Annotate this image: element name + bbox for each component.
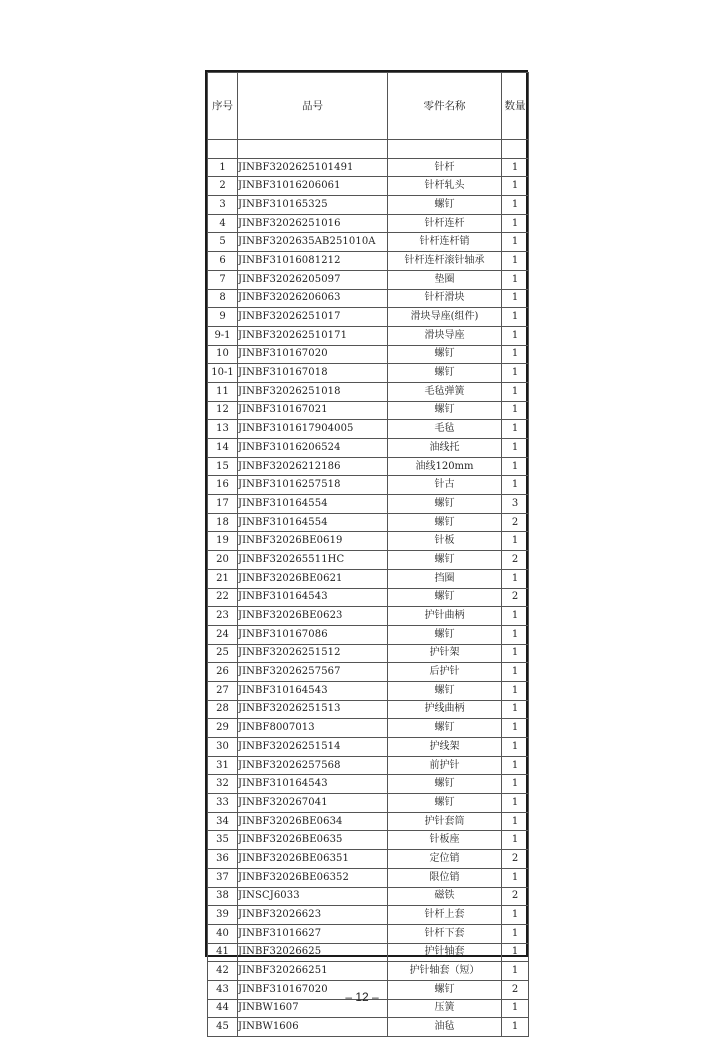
row-quantity-cell: 2 bbox=[502, 850, 529, 869]
table-row bbox=[208, 345, 529, 364]
row-part-name-cell: 滑块导座(组件) bbox=[388, 308, 502, 327]
row-part-name-cell: 护线架 bbox=[388, 738, 502, 757]
table-row bbox=[208, 906, 529, 925]
table-row bbox=[208, 625, 529, 644]
row-index-cell: 26 bbox=[208, 663, 238, 682]
table-row bbox=[208, 756, 529, 775]
row-part-name-cell: 定位销 bbox=[388, 850, 502, 869]
table-row bbox=[208, 401, 529, 420]
row-index-cell: 23 bbox=[208, 607, 238, 626]
row-part-name-cell: 滑块导座 bbox=[388, 326, 502, 345]
row-quantity-cell: 1 bbox=[502, 962, 529, 981]
row-part-name-cell: 针古 bbox=[388, 476, 502, 495]
row-part-name-cell: 螺钉 bbox=[388, 775, 502, 794]
row-index-cell: 38 bbox=[208, 887, 238, 906]
row-part-name-cell: 螺钉 bbox=[388, 588, 502, 607]
table-row bbox=[208, 831, 529, 850]
row-part-code-cell: JINBF3202635AB251010A bbox=[238, 233, 388, 252]
row-index-cell: 42 bbox=[208, 962, 238, 981]
row-part-name-cell: 油毡 bbox=[388, 1018, 502, 1037]
row-quantity-cell: 1 bbox=[502, 719, 529, 738]
table-row bbox=[208, 924, 529, 943]
row-part-name-cell: 挡圈 bbox=[388, 569, 502, 588]
table-header-row bbox=[208, 73, 529, 140]
table-row bbox=[208, 812, 529, 831]
row-part-name-cell: 螺钉 bbox=[388, 345, 502, 364]
row-index-cell: 21 bbox=[208, 569, 238, 588]
row-quantity-cell: 1 bbox=[502, 700, 529, 719]
row-quantity-cell: 1 bbox=[502, 644, 529, 663]
row-part-code-cell: JINBF3202625101491 bbox=[238, 158, 388, 177]
row-quantity-cell: 1 bbox=[502, 868, 529, 887]
table-row bbox=[208, 177, 529, 196]
row-part-name-cell: 螺钉 bbox=[388, 794, 502, 813]
row-part-name-cell: 护针轴套（短） bbox=[388, 962, 502, 981]
row-index-cell: 14 bbox=[208, 439, 238, 458]
table-row bbox=[208, 887, 529, 906]
header-index: 序号 bbox=[208, 73, 238, 140]
table-row bbox=[208, 663, 529, 682]
table-row bbox=[208, 551, 529, 570]
spacer-cell bbox=[502, 140, 529, 159]
row-part-code-cell: JINBF310164554 bbox=[238, 513, 388, 532]
row-part-name-cell: 护针轴套 bbox=[388, 943, 502, 962]
row-quantity-cell: 1 bbox=[502, 214, 529, 233]
row-part-code-cell: JINBF32026BE0635 bbox=[238, 831, 388, 850]
row-index-cell: 25 bbox=[208, 644, 238, 663]
row-part-name-cell: 前护针 bbox=[388, 756, 502, 775]
row-part-code-cell: JINBF32026257568 bbox=[238, 756, 388, 775]
row-part-code-cell: JINBF310164543 bbox=[238, 681, 388, 700]
row-quantity-cell: 1 bbox=[502, 457, 529, 476]
table-row bbox=[208, 233, 529, 252]
row-part-name-cell: 针杆上套 bbox=[388, 906, 502, 925]
row-part-name-cell: 护线曲柄 bbox=[388, 700, 502, 719]
row-part-name-cell: 针杆连杆滚针轴承 bbox=[388, 252, 502, 271]
table-row bbox=[208, 868, 529, 887]
spacer-cell bbox=[208, 140, 238, 159]
table-row bbox=[208, 196, 529, 215]
row-quantity-cell: 1 bbox=[502, 906, 529, 925]
row-index-cell: 9 bbox=[208, 308, 238, 327]
row-quantity-cell: 1 bbox=[502, 756, 529, 775]
table-row bbox=[208, 681, 529, 700]
row-part-code-cell: JINBF320267041 bbox=[238, 794, 388, 813]
row-index-cell: 19 bbox=[208, 532, 238, 551]
row-index-cell: 6 bbox=[208, 252, 238, 271]
row-part-name-cell: 螺钉 bbox=[388, 719, 502, 738]
row-part-code-cell: JINBF3101617904005 bbox=[238, 420, 388, 439]
table-row bbox=[208, 1018, 529, 1037]
row-part-name-cell: 螺钉 bbox=[388, 980, 502, 999]
row-index-cell: 39 bbox=[208, 906, 238, 925]
row-index-cell: 2 bbox=[208, 177, 238, 196]
row-index-cell: 17 bbox=[208, 495, 238, 514]
row-quantity-cell: 2 bbox=[502, 513, 529, 532]
row-part-name-cell: 护针曲柄 bbox=[388, 607, 502, 626]
table-row bbox=[208, 775, 529, 794]
table-row bbox=[208, 326, 529, 345]
row-part-name-cell: 针杆轧头 bbox=[388, 177, 502, 196]
row-index-cell: 41 bbox=[208, 943, 238, 962]
row-part-name-cell: 垫圈 bbox=[388, 270, 502, 289]
row-part-name-cell: 毛毡 bbox=[388, 420, 502, 439]
row-part-code-cell: JINBF32026251512 bbox=[238, 644, 388, 663]
row-part-name-cell: 油线120mm bbox=[388, 457, 502, 476]
row-quantity-cell: 1 bbox=[502, 177, 529, 196]
row-part-name-cell: 毛毡弹簧 bbox=[388, 382, 502, 401]
row-part-code-cell: JINBF320265511HC bbox=[238, 551, 388, 570]
row-part-code-cell: JINBF32026206063 bbox=[238, 289, 388, 308]
row-part-code-cell: JINBF31016257518 bbox=[238, 476, 388, 495]
row-index-cell: 30 bbox=[208, 738, 238, 757]
table-row bbox=[208, 495, 529, 514]
row-part-name-cell: 螺钉 bbox=[388, 196, 502, 215]
row-quantity-cell: 2 bbox=[502, 588, 529, 607]
row-index-cell: 27 bbox=[208, 681, 238, 700]
row-index-cell: 43 bbox=[208, 980, 238, 999]
row-part-code-cell: JINBF32026623 bbox=[238, 906, 388, 925]
row-quantity-cell: 1 bbox=[502, 308, 529, 327]
table-row bbox=[208, 532, 529, 551]
table-row bbox=[208, 700, 529, 719]
row-quantity-cell: 3 bbox=[502, 495, 529, 514]
row-part-name-cell: 针杆滑块 bbox=[388, 289, 502, 308]
header-part-code: 品号 bbox=[238, 73, 388, 140]
row-index-cell: 24 bbox=[208, 625, 238, 644]
row-part-name-cell: 针杆 bbox=[388, 158, 502, 177]
row-part-code-cell: JINBF32026625 bbox=[238, 943, 388, 962]
row-quantity-cell: 1 bbox=[502, 158, 529, 177]
row-index-cell: 31 bbox=[208, 756, 238, 775]
row-part-code-cell: JINBF32026205097 bbox=[238, 270, 388, 289]
row-quantity-cell: 1 bbox=[502, 607, 529, 626]
table-row bbox=[208, 270, 529, 289]
row-quantity-cell: 1 bbox=[502, 345, 529, 364]
row-part-name-cell: 螺钉 bbox=[388, 495, 502, 514]
row-part-name-cell: 螺钉 bbox=[388, 364, 502, 383]
row-part-code-cell: JINBF310165325 bbox=[238, 196, 388, 215]
row-part-name-cell: 螺钉 bbox=[388, 625, 502, 644]
table-row bbox=[208, 476, 529, 495]
row-quantity-cell: 1 bbox=[502, 532, 529, 551]
row-index-cell: 12 bbox=[208, 401, 238, 420]
row-index-cell: 44 bbox=[208, 999, 238, 1018]
row-quantity-cell: 1 bbox=[502, 439, 529, 458]
row-part-code-cell: JINBF32026BE06351 bbox=[238, 850, 388, 869]
row-index-cell: 45 bbox=[208, 1018, 238, 1037]
row-index-cell: 11 bbox=[208, 382, 238, 401]
row-part-name-cell: 护针套筒 bbox=[388, 812, 502, 831]
row-part-name-cell: 护针架 bbox=[388, 644, 502, 663]
table-row bbox=[208, 289, 529, 308]
row-part-code-cell: JINBF310167021 bbox=[238, 401, 388, 420]
row-part-code-cell: JINBF31016081212 bbox=[238, 252, 388, 271]
row-part-code-cell: JINBF310164554 bbox=[238, 495, 388, 514]
row-quantity-cell: 1 bbox=[502, 252, 529, 271]
row-quantity-cell: 1 bbox=[502, 775, 529, 794]
row-part-code-cell: JINBF32026251513 bbox=[238, 700, 388, 719]
row-index-cell: 15 bbox=[208, 457, 238, 476]
row-index-cell: 29 bbox=[208, 719, 238, 738]
parts-table bbox=[207, 72, 529, 1037]
row-quantity-cell: 1 bbox=[502, 738, 529, 757]
table-spacer-row bbox=[208, 140, 529, 159]
table-row bbox=[208, 794, 529, 813]
row-part-name-cell: 螺钉 bbox=[388, 681, 502, 700]
row-quantity-cell: 1 bbox=[502, 401, 529, 420]
spacer-cell bbox=[238, 140, 388, 159]
row-part-code-cell: JINBF32026251016 bbox=[238, 214, 388, 233]
table-row bbox=[208, 719, 529, 738]
row-part-code-cell: JINBF31016206524 bbox=[238, 439, 388, 458]
table-row bbox=[208, 158, 529, 177]
row-index-cell: 1 bbox=[208, 158, 238, 177]
table-row bbox=[208, 607, 529, 626]
row-part-code-cell: JINBF310167018 bbox=[238, 364, 388, 383]
header-quantity: 数量 bbox=[502, 73, 529, 140]
header-part-name: 零件名称 bbox=[388, 73, 502, 140]
row-part-code-cell: JINBF32026BE0634 bbox=[238, 812, 388, 831]
row-index-cell: 34 bbox=[208, 812, 238, 831]
row-quantity-cell: 1 bbox=[502, 1018, 529, 1037]
row-part-code-cell: JINBF32026251514 bbox=[238, 738, 388, 757]
row-part-name-cell: 针杆连杆 bbox=[388, 214, 502, 233]
row-part-name-cell: 磁铁 bbox=[388, 887, 502, 906]
row-index-cell: 22 bbox=[208, 588, 238, 607]
row-quantity-cell: 1 bbox=[502, 681, 529, 700]
table-row bbox=[208, 738, 529, 757]
row-part-code-cell: JINBW1607 bbox=[238, 999, 388, 1018]
row-quantity-cell: 1 bbox=[502, 569, 529, 588]
row-index-cell: 13 bbox=[208, 420, 238, 439]
spacer-cell bbox=[388, 140, 502, 159]
row-quantity-cell: 1 bbox=[502, 924, 529, 943]
row-quantity-cell: 1 bbox=[502, 270, 529, 289]
row-part-code-cell: JINBF32026212186 bbox=[238, 457, 388, 476]
row-part-name-cell: 针板座 bbox=[388, 831, 502, 850]
table-row bbox=[208, 308, 529, 327]
row-part-code-cell: JINBF32026BE0619 bbox=[238, 532, 388, 551]
row-quantity-cell: 1 bbox=[502, 663, 529, 682]
row-index-cell: 35 bbox=[208, 831, 238, 850]
table-row bbox=[208, 513, 529, 532]
row-index-cell: 37 bbox=[208, 868, 238, 887]
row-index-cell: 9-1 bbox=[208, 326, 238, 345]
table-row bbox=[208, 382, 529, 401]
table-row bbox=[208, 457, 529, 476]
row-part-code-cell: JINBF32026BE0623 bbox=[238, 607, 388, 626]
row-part-code-cell: JINBF32026257567 bbox=[238, 663, 388, 682]
table-body bbox=[208, 140, 529, 1037]
row-part-name-cell: 螺钉 bbox=[388, 401, 502, 420]
row-quantity-cell: 1 bbox=[502, 943, 529, 962]
row-index-cell: 36 bbox=[208, 850, 238, 869]
row-index-cell: 10-1 bbox=[208, 364, 238, 383]
row-quantity-cell: 1 bbox=[502, 420, 529, 439]
row-quantity-cell: 2 bbox=[502, 887, 529, 906]
row-part-code-cell: JINBF310167020 bbox=[238, 980, 388, 999]
row-quantity-cell: 2 bbox=[502, 551, 529, 570]
row-quantity-cell: 1 bbox=[502, 831, 529, 850]
row-part-code-cell: JINBF32026251018 bbox=[238, 382, 388, 401]
row-index-cell: 28 bbox=[208, 700, 238, 719]
parts-table-frame bbox=[205, 70, 528, 1033]
table-row bbox=[208, 962, 529, 981]
row-index-cell: 4 bbox=[208, 214, 238, 233]
row-part-name-cell: 限位销 bbox=[388, 868, 502, 887]
row-part-code-cell: JINBF8007013 bbox=[238, 719, 388, 738]
row-quantity-cell: 1 bbox=[502, 625, 529, 644]
table-row bbox=[208, 252, 529, 271]
row-quantity-cell: 1 bbox=[502, 382, 529, 401]
row-quantity-cell: 1 bbox=[502, 233, 529, 252]
table-row bbox=[208, 850, 529, 869]
table-row bbox=[208, 420, 529, 439]
row-index-cell: 20 bbox=[208, 551, 238, 570]
row-part-code-cell: JINBF320266251 bbox=[238, 962, 388, 981]
row-part-name-cell: 压簧 bbox=[388, 999, 502, 1018]
row-part-code-cell: JINBW1606 bbox=[238, 1018, 388, 1037]
row-index-cell: 32 bbox=[208, 775, 238, 794]
row-part-name-cell: 针杆下套 bbox=[388, 924, 502, 943]
row-quantity-cell: 2 bbox=[502, 980, 529, 999]
table-row bbox=[208, 943, 529, 962]
table-row bbox=[208, 439, 529, 458]
row-part-code-cell: JINBF310164543 bbox=[238, 775, 388, 794]
row-index-cell: 18 bbox=[208, 513, 238, 532]
row-part-code-cell: JINBF31016627 bbox=[238, 924, 388, 943]
row-quantity-cell: 1 bbox=[502, 794, 529, 813]
row-part-code-cell: JINBF32026BE06352 bbox=[238, 868, 388, 887]
row-part-name-cell: 针板 bbox=[388, 532, 502, 551]
row-index-cell: 3 bbox=[208, 196, 238, 215]
row-part-name-cell: 针杆连杆销 bbox=[388, 233, 502, 252]
table-row bbox=[208, 214, 529, 233]
row-part-name-cell: 后护针 bbox=[388, 663, 502, 682]
row-index-cell: 7 bbox=[208, 270, 238, 289]
row-part-code-cell: JINBF310167020 bbox=[238, 345, 388, 364]
row-part-code-cell: JINBF32026251017 bbox=[238, 308, 388, 327]
row-part-code-cell: JINSCJ6033 bbox=[238, 887, 388, 906]
row-quantity-cell: 1 bbox=[502, 196, 529, 215]
table-row bbox=[208, 644, 529, 663]
row-quantity-cell: 1 bbox=[502, 999, 529, 1018]
row-quantity-cell: 1 bbox=[502, 289, 529, 308]
row-index-cell: 5 bbox=[208, 233, 238, 252]
row-part-name-cell: 螺钉 bbox=[388, 513, 502, 532]
table-row bbox=[208, 569, 529, 588]
row-index-cell: 8 bbox=[208, 289, 238, 308]
table-row bbox=[208, 364, 529, 383]
row-part-name-cell: 油线托 bbox=[388, 439, 502, 458]
row-index-cell: 10 bbox=[208, 345, 238, 364]
row-quantity-cell: 1 bbox=[502, 812, 529, 831]
row-part-code-cell: JINBF32026BE0621 bbox=[238, 569, 388, 588]
row-quantity-cell: 1 bbox=[502, 476, 529, 495]
row-part-name-cell: 螺钉 bbox=[388, 551, 502, 570]
row-index-cell: 33 bbox=[208, 794, 238, 813]
row-part-code-cell: JINBF310164543 bbox=[238, 588, 388, 607]
row-part-code-cell: JINBF31016206061 bbox=[238, 177, 388, 196]
row-part-code-cell: JINBF320262510171 bbox=[238, 326, 388, 345]
row-index-cell: 16 bbox=[208, 476, 238, 495]
row-quantity-cell: 1 bbox=[502, 326, 529, 345]
table-row bbox=[208, 588, 529, 607]
row-quantity-cell: 1 bbox=[502, 364, 529, 383]
row-part-code-cell: JINBF310167086 bbox=[238, 625, 388, 644]
page-number: – 12 – bbox=[345, 990, 379, 1004]
row-index-cell: 40 bbox=[208, 924, 238, 943]
